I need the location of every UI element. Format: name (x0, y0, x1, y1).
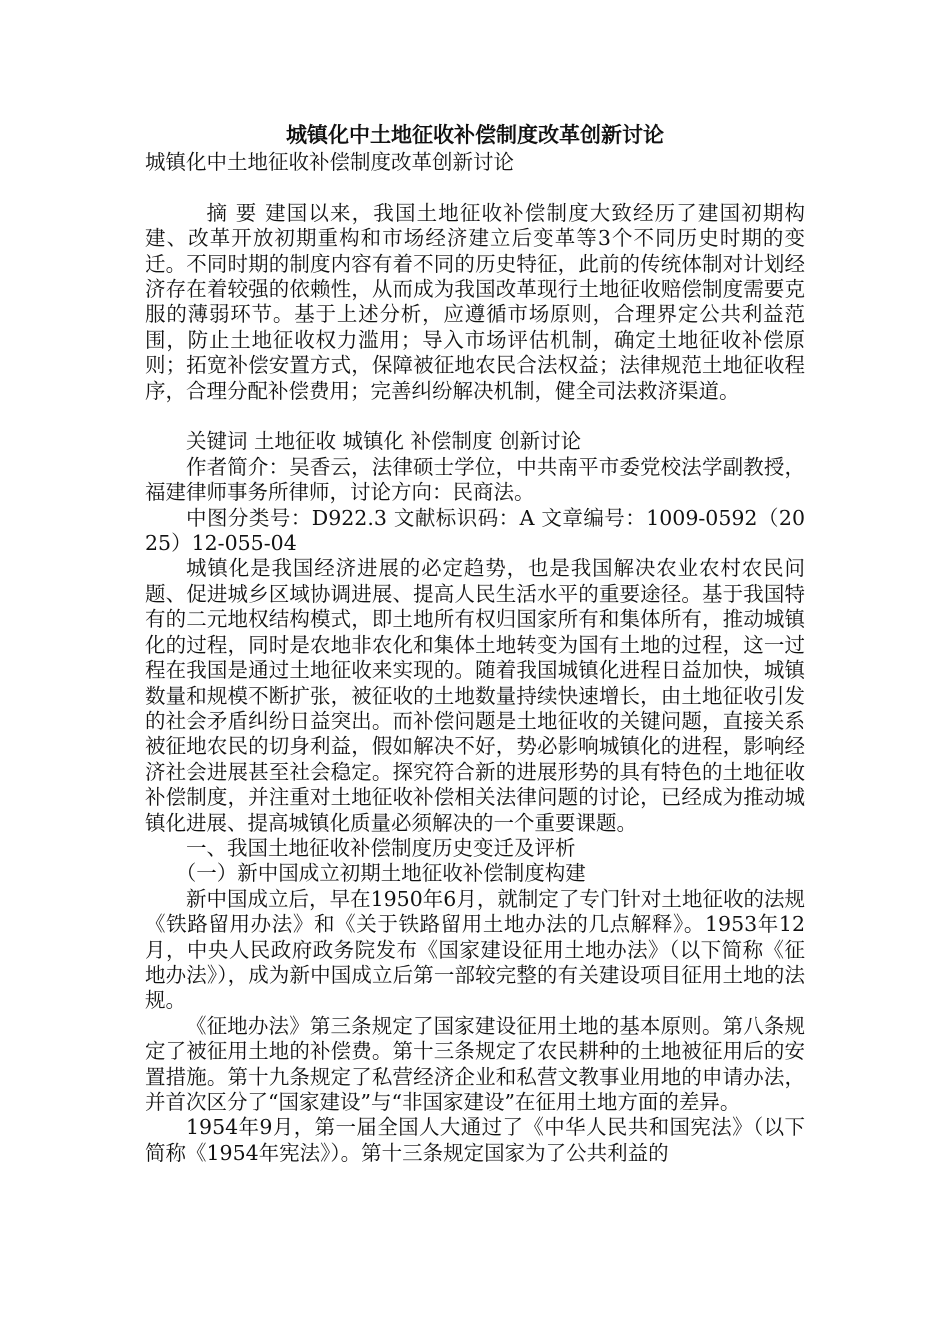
body-paragraph-1: 新中国成立后，早在1950年6月，就制定了专门针对土地征收的法规《铁路留用办法》和《关于铁路留用土地办法的几点解释》。1953年12月，中央人民政府政务院发布《国家建设征用土地办法》（以下简称《征地办法》），成为新中国成立后第一部较完整的有关建设项目征用土地的法规。 (145, 886, 805, 1013)
blank-line (145, 175, 805, 200)
subsection-heading-1-1: （一）新中国成立初期土地征收补偿制度构建 (175, 861, 586, 886)
document-page (145, 120, 805, 1166)
document-title: 城镇化中土地征收补偿制度改革创新讨论 (286, 123, 664, 147)
body-paragraph-2: 《征地办法》第三条规定了国家建设征用土地的基本原则。第八条规定了被征用土地的补偿费。第十三条规定了农民耕种的土地被征用后的安置措施。第十九条规定了私营经济企业和私营文教事业用地的申请办法，并首次区分了“国家建设”与“非国家建设”在征用土地方面的差异。 (145, 1013, 805, 1114)
section-heading-1: 一、我国土地征收补偿制度历史变迁及评析 (186, 835, 576, 860)
abstract-paragraph: 摘 要 建国以来，我国土地征收补偿制度大致经历了建国初期构建、改革开放初期重构和市场经济建立后变革等3个不同历史时期的变迁。不同时期的制度内容有着不同的历史特征，此前的传统体制对计划经济存在着较强的依赖性，从而成为我国改革现行土地征收赔偿制度需要克服的薄弱环节。基于上述分析，应遵循市场原则，合理界定公共利益范围，防止土地征收权力滥用；导入市场评估机制，确定土地征收补偿原则；拓宽补偿安置方式，保障被征地农民合法权益；法律规范土地征收程序，合理分配补偿费用；完善纠纷解决机制，健全司法救济渠道。 (145, 200, 805, 403)
keywords-line: 关键词 土地征收 城镇化 补偿制度 创新讨论 (186, 429, 582, 454)
intro-paragraph: 城镇化是我国经济进展的必定趋势，也是我国解决农业农村农民问题、促进城乡区域协调进展、提高人民生活水平的重要途径。基于我国特有的二元地权结构模式，即土地所有权归国家所有和集体所有，推动城镇化的过程，同时是农地非农化和集体土地转变为国有土地的过程，这一过程在我国是通过土地征收来实现的。随着我国城镇化进程日益加快，城镇数量和规模不断扩张，被征收的土地数量持续快速增长，由土地征收引发的社会矛盾纠纷日益突出。而补偿问题是土地征收的关键问题，直接关系被征地农民的切身利益，假如解决不好，势必影响城镇化的进程，影响经济社会进展甚至社会稳定。探究符合新的进展形势的具有特色的土地征收补偿制度，并注重对土地征收补偿相关法律问题的讨论，已经成为推动城镇化进展、提高城镇化质量必须解决的一个重要课题。 (145, 556, 805, 835)
author-info: 作者简介：吴香云，法律硕士学位，中共南平市委党校法学副教授，福建律师事务所律师，讨论方向：民商法。 (145, 454, 805, 505)
classification-line: 中图分类号：D922.3 文献标识码：A 文章编号：1009-0592（2025）12-055-04 (145, 505, 805, 556)
blank-line (145, 404, 805, 429)
document-subtitle: 城镇化中土地征收补偿制度改革创新讨论 (145, 150, 514, 174)
body-paragraph-3: 1954年9月，第一届全国人大通过了《中华人民共和国宪法》（以下简称《1954年宪法》）。第十三条规定国家为了公共利益的 (145, 1115, 805, 1165)
